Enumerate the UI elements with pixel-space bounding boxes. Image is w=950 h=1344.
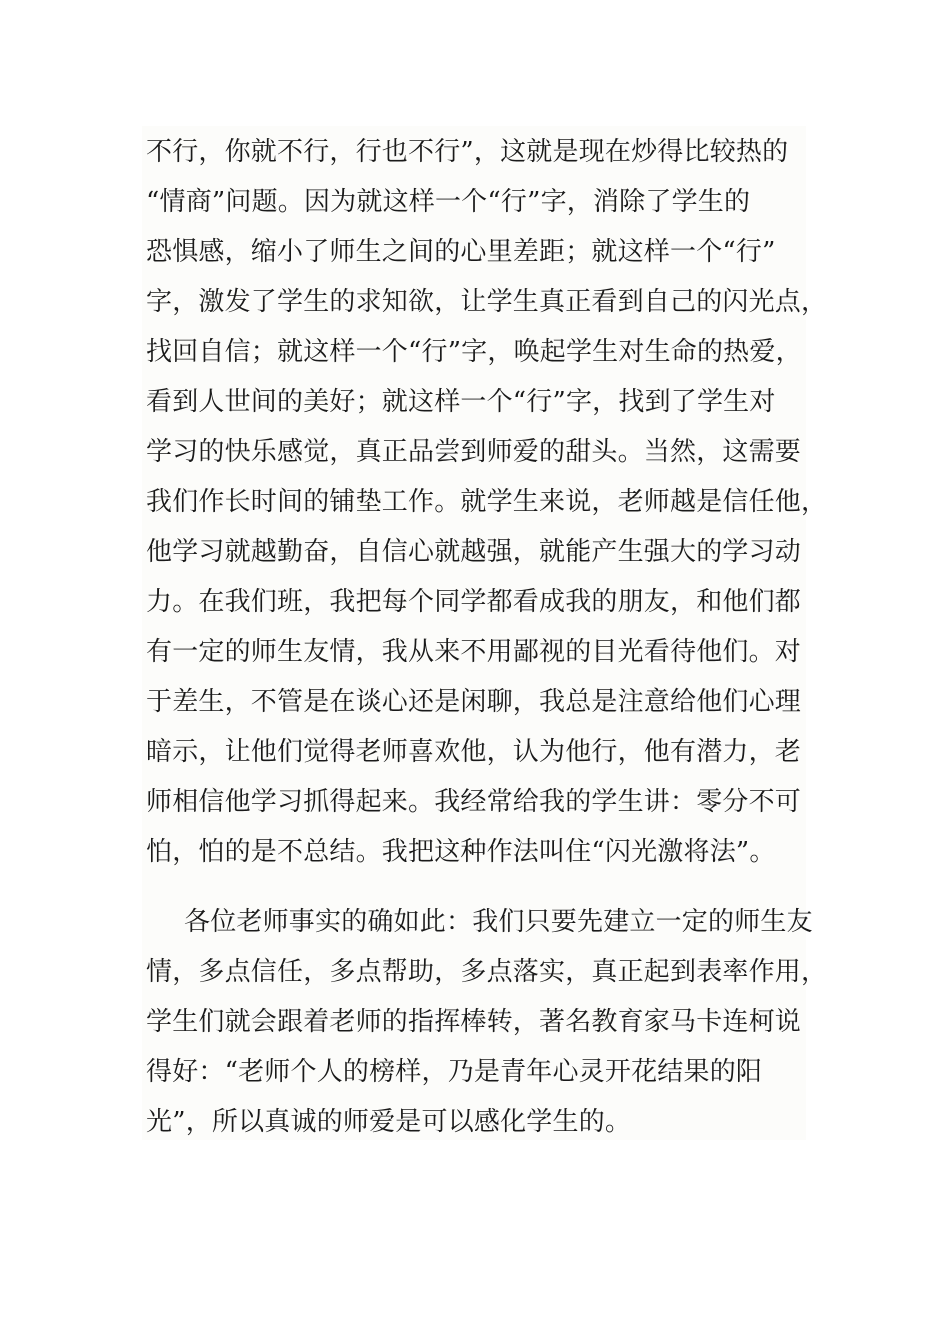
paragraph-1-line: “情商”问题。因为就这样一个“行”字，消除了学生的 <box>146 187 751 217</box>
paragraph-2-line: 学生们就会跟着老师的指挥棒转，著名教育家马卡连柯说 <box>146 1007 802 1037</box>
paragraph-1-line: 我们作长时间的铺垫工作。就学生来说，老师越是信任他， <box>146 487 828 517</box>
paragraph-1-line: 暗示，让他们觉得老师喜欢他，认为他行，他有潜力，老 <box>146 737 802 767</box>
paragraph-1-line: 师相信他学习抓得起来。我经常给我的学生讲：零分不可 <box>146 787 802 817</box>
paragraph-1-line: 恐惧感，缩小了师生之间的心里差距；就这样一个“行” <box>146 237 776 267</box>
paragraph-1-line: 有一定的师生友情，我从来不用鄙视的目光看待他们。对 <box>146 637 802 667</box>
paragraph-2-line: 情，多点信任，多点帮助，多点落实，真正起到表率作用， <box>146 957 828 987</box>
paragraph-1-line: 看到人世间的美好；就这样一个“行”字，找到了学生对 <box>146 387 776 417</box>
paragraph-1-line: 找回自信；就这样一个“行”字，唤起学生对生命的热爱， <box>146 337 802 367</box>
paragraph-1-line: 字，激发了学生的求知欲，让学生真正看到自己的闪光点， <box>146 287 828 317</box>
paragraph-1-line: 力。在我们班，我把每个同学都看成我的朋友，和他们都 <box>146 587 802 617</box>
paragraph-1-line: 他学习就越勤奋，自信心就越强，就能产生强大的学习动 <box>146 537 802 567</box>
paragraph-1-line: 学习的快乐感觉，真正品尝到师爱的甜头。当然，这需要 <box>146 437 802 467</box>
paragraph-1-line: 不行，你就不行，行也不行”，这就是现在炒得比较热的 <box>146 137 789 167</box>
paragraph-2-line: 各位老师事实的确如此：我们只要先建立一定的师生友 <box>184 907 813 937</box>
paragraph-1-line: 怕，怕的是不总结。我把这种作法叫住“闪光激将法”。 <box>146 837 776 867</box>
paragraph-2-line: 得好：“老师个人的榜样，乃是青年心灵开花结果的阳 <box>146 1057 763 1087</box>
paragraph-1-line: 于差生，不管是在谈心还是闲聊，我总是注意给他们心理 <box>146 687 802 717</box>
document-body <box>142 126 828 1140</box>
paragraph-2-line: 光”，所以真诚的师爱是可以感化学生的。 <box>146 1107 632 1137</box>
